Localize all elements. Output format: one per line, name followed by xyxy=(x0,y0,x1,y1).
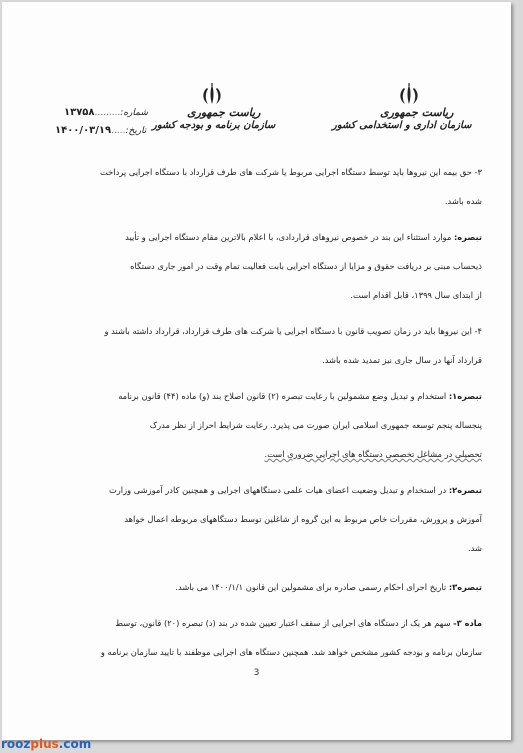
text-line: ذیحساب مبنی بر دریافت حقوق و مزایا از دستگاه اجرایی بابت فعالیت تمام وقت در امور جاری دستگاه xyxy=(130,261,482,271)
text-line: پنجساله پنجم توسعه جمهوری اسلامی ایران صورت می پذیرد. رعایت شرایط احراز از نظر مدرک xyxy=(149,420,482,430)
iran-emblem-icon xyxy=(199,82,225,108)
text-line xyxy=(38,223,482,252)
date-label: تاریخ: xyxy=(125,126,147,136)
paragraph-clause-4 xyxy=(38,317,482,375)
number-value: ۱۳۷۵۸ xyxy=(64,107,95,118)
text-line xyxy=(38,573,482,602)
center-letterhead-subtitle: سازمان برنامه و بودجه کشور xyxy=(152,120,276,131)
number-label: شماره: xyxy=(120,108,148,118)
note-1-label: تبصره۱: xyxy=(448,391,482,401)
date-value: ۱۴۰۰/۰۳/۱۹ xyxy=(55,125,112,136)
text-line: قرارداد آنها در سال جاری نیز تمدید شده باشد. xyxy=(322,355,482,365)
document-body xyxy=(38,158,482,667)
paragraph-article-3 xyxy=(38,609,482,667)
paragraph-note xyxy=(38,223,482,310)
paragraph-note-1 xyxy=(38,382,482,469)
text-run: موارد استثناء این بند در خصوص نیروهای قراردادی، با اعلام بالاترین مقام دستگاه اجرایی و تأیید xyxy=(125,232,454,242)
text-run: تاریخ اجرای احکام رسمی صادره برای مشمولین این قانون ۱۴۰۰/۱/۱ می باشد. xyxy=(175,582,449,592)
note-3-label: تبصره۳: xyxy=(448,582,482,592)
watermark-part: .com xyxy=(58,737,92,751)
center-letterhead-title: ریاست جمهوری xyxy=(187,106,261,119)
text-line xyxy=(38,476,482,505)
paragraph-clause-3 xyxy=(38,158,482,216)
text-line: شده باشد. xyxy=(444,196,482,206)
watermark-part: rooz xyxy=(1,737,31,751)
paragraph-note-3 xyxy=(38,573,482,602)
text-line: ۴- این نیروها باید در زمان تصویب قانون با دستگاه اجرایی یا شرکت های طرف قرارداد، قرارداد داشته باشند و xyxy=(104,326,482,336)
letterhead xyxy=(2,2,511,152)
article-3-label: ماده ۳- xyxy=(453,618,482,628)
letter-number: شماره:.........۱۳۷۵۸ xyxy=(64,107,148,118)
iran-emblem-icon xyxy=(396,82,422,108)
paragraph-note-2 xyxy=(38,476,482,563)
text-run: در استخدام و تبدیل وضعیت اعضای هیات علمی دستگاههای اجرایی و همچنین کادر آموزشی وزارت xyxy=(108,485,449,495)
text-line: سازمان برنامه و بودجه کشور مشخص خواهد شد. همچنین دستگاه های اجرایی موظفند با تایید سازمان برنامه و xyxy=(100,647,482,657)
text-line: از ابتدای سال ۱۳۹۹، قابل اقدام است. xyxy=(350,290,482,300)
text-line xyxy=(38,609,482,638)
right-letterhead-subtitle: سازمان اداری و استخدامی کشور xyxy=(332,120,472,131)
page-number: 3 xyxy=(253,668,260,678)
letter-date: تاریخ:.....۱۴۰۰/۰۳/۱۹ xyxy=(55,125,147,136)
site-watermark xyxy=(1,737,91,751)
text-line: آموزش و پرورش، مقررات خاص مربوط به این گروه از شاغلین توسط دستگاههای مربوطه اعمال خواهد xyxy=(124,514,482,524)
right-letterhead-title: ریاست جمهوری xyxy=(380,106,454,119)
note-2-label: تبصره۲: xyxy=(448,485,482,495)
text-run: سهم هر یک از دستگاه های اجرایی از سقف اعتبار تعیین شده در بند (د) تبصره (۲۰) قانون، توسط xyxy=(115,618,454,628)
text-line: شد. xyxy=(468,543,482,553)
text-line xyxy=(38,382,482,411)
text-line: ۳- حق بیمه این نیروها باید توسط دستگاه اجرایی مربوط یا شرکت های طرف قرارداد با دستگاه اجرایی پرداخت xyxy=(100,167,482,177)
text-line: تحصیلی در مشاغل تخصصی دستگاه های اجرایی ضروری است. xyxy=(264,449,482,459)
text-run: استخدام و تبدیل وضع مشمولین با رعایت تبصره (۲) قانون اصلاح بند (و) ماده (۴۴) قانون برنامه xyxy=(118,391,449,401)
note-label: تبصره: xyxy=(453,232,482,242)
watermark-part: plus xyxy=(30,737,59,751)
document-page xyxy=(2,2,511,740)
